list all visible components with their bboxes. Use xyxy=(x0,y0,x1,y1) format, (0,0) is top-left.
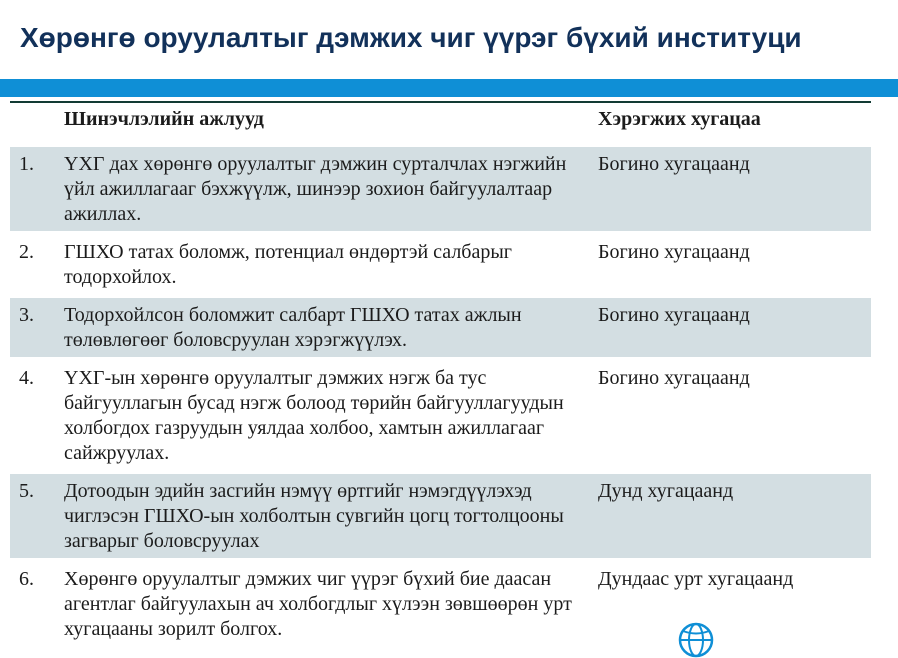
row-task: ГШХО татах боломж, потенциал өндөртэй салбарыг тодорхойлох. xyxy=(64,233,598,296)
row-number: 1. xyxy=(10,145,64,233)
page-title: Хөрөнгө оруулалтыг дэмжих чиг үүрэг бүхий институци xyxy=(20,22,802,53)
row-task: ҮХГ дах хөрөнгө оруулалтыг дэмжин сурталчлах нэгжийн үйл ажиллагааг бэхжүүлж, шинээр зохион байгуулалтаар ажиллах. xyxy=(64,145,598,233)
row-task: Тодорхойлсон боломжит салбарт ГШХО татах ажлын төлөвлөгөөг боловсруулан хэрэгжүүлэх. xyxy=(64,296,598,359)
row-term: Богино хугацаанд xyxy=(598,359,871,472)
row-number: 6. xyxy=(10,560,64,646)
header-term: Хэрэгжих хугацаа xyxy=(598,104,871,145)
row-number: 4. xyxy=(10,359,64,472)
table-row xyxy=(10,233,871,296)
row-term: Богино хугацаанд xyxy=(598,296,871,359)
table-row xyxy=(10,145,871,233)
row-number: 3. xyxy=(10,296,64,359)
header-number xyxy=(10,104,64,145)
row-number: 2. xyxy=(10,233,64,296)
row-term: Дундаас урт хугацаанд xyxy=(598,560,871,646)
table-row xyxy=(10,359,871,472)
table-top-rule xyxy=(10,101,871,103)
header-task: Шинэчлэлийн ажлууд xyxy=(64,104,598,145)
row-task: Дотоодын эдийн засгийн нэмүү өртгийг нэмэгдүүлэхэд чиглэсэн ГШХО-ын холболтын сувгийн цогц тогтолцооны загварыг боловсруулах xyxy=(64,472,598,560)
row-task: Хөрөнгө оруулалтыг дэмжих чиг үүрэг бүхий бие даасан агентлаг байгуулахын ач холбогдлыг хүлээн зөвшөөрөн урт хугацааны зорилт болгох. xyxy=(64,560,598,646)
table-header-row xyxy=(10,104,871,145)
table-row xyxy=(10,560,871,646)
row-term: Дунд хугацаанд xyxy=(598,472,871,560)
row-number: 5. xyxy=(10,472,64,560)
title-accent-bar xyxy=(0,79,898,97)
reform-tasks-table xyxy=(10,104,871,646)
row-term: Богино хугацаанд xyxy=(598,233,871,296)
table-row xyxy=(10,472,871,560)
table-row xyxy=(10,296,871,359)
row-term: Богино хугацаанд xyxy=(598,145,871,233)
globe-logo-icon xyxy=(678,622,714,658)
row-task: ҮХГ-ын хөрөнгө оруулалтыг дэмжих нэгж ба тус байгууллагын бусад нэгж болоод төрийн байгууллагуудын холбогдох газруудын уялдаа холбоо, хамтын ажиллагааг сайжруулах. xyxy=(64,359,598,472)
